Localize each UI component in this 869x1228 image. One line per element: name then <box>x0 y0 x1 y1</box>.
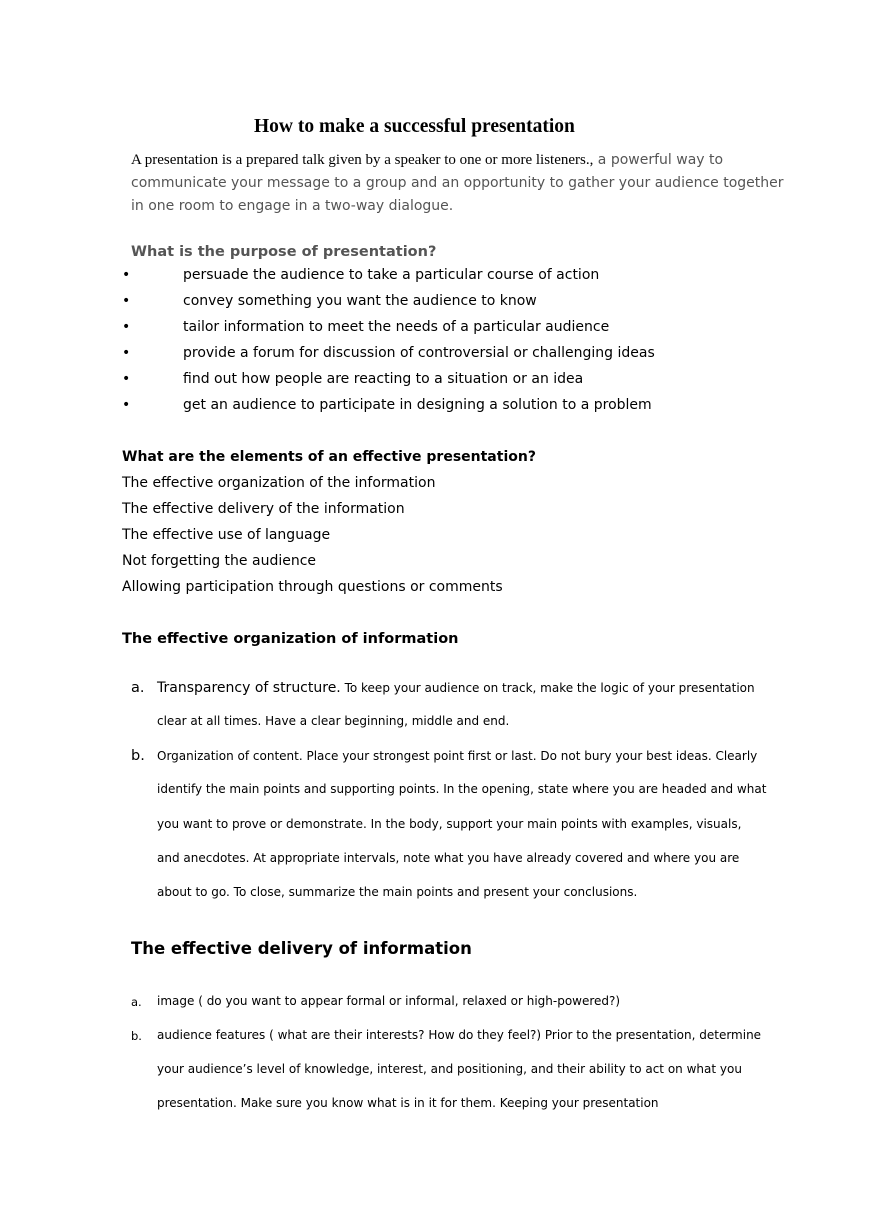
bullet-icon: • <box>122 293 131 309</box>
purpose-item: find out how people are reacting to a situation or an idea <box>183 371 584 387</box>
bullet-icon: • <box>122 345 131 361</box>
intro-line-1-rest: a powerful way to <box>593 152 724 168</box>
bullet-icon: • <box>122 319 131 335</box>
delivery-item-b-line: audience features ( what are their interests? How do they feel?) Prior to the presentation, determine <box>157 1028 762 1042</box>
organization-item-a-text: To keep your audience on track, make the logic of your presentation <box>340 681 755 695</box>
list-marker: a. <box>131 995 142 1009</box>
intro-line-1 <box>131 152 723 169</box>
bullet-icon: • <box>122 371 131 387</box>
organization-item-a-lead: Transparency of structure. <box>157 680 341 696</box>
organization-item-b-line: about to go. To close, summarize the main points and present your conclusions. <box>157 885 638 899</box>
list-marker: b. <box>131 748 145 764</box>
organization-item-a-line-1 <box>157 680 755 696</box>
page-title: How to make a successful presentation <box>254 116 575 137</box>
bullet-icon: • <box>122 267 131 283</box>
purpose-item: provide a forum for discussion of controversial or challenging ideas <box>183 345 655 361</box>
elements-heading: What are the elements of an effective presentation? <box>122 449 536 465</box>
bullet-icon: • <box>122 397 131 413</box>
elements-item: The effective use of language <box>122 527 331 543</box>
organization-item-b-line: Organization of content. Place your strongest point first or last. Do not bury your best ideas. Clearly <box>157 749 758 763</box>
elements-item: Not forgetting the audience <box>122 553 317 569</box>
organization-item-b-line: identify the main points and supporting points. In the opening, state where you are headed and what <box>157 782 767 796</box>
purpose-item: convey something you want the audience to know <box>183 293 537 309</box>
list-marker: a. <box>131 680 145 696</box>
organization-item-b-line: and anecdotes. At appropriate intervals, note what you have already covered and where you are <box>157 851 740 865</box>
elements-item: The effective organization of the information <box>122 475 436 491</box>
organization-item-b-line: you want to prove or demonstrate. In the body, support your main points with examples, visuals, <box>157 817 742 831</box>
purpose-item: tailor information to meet the needs of a particular audience <box>183 319 610 335</box>
purpose-heading: What is the purpose of presentation? <box>131 244 437 260</box>
intro-serif-text: A presentation is a prepared talk given by a speaker to one or more listeners., <box>131 152 594 168</box>
elements-item: Allowing participation through questions or comments <box>122 579 503 595</box>
delivery-item-a: image ( do you want to appear formal or informal, relaxed or high-powered?) <box>157 994 621 1008</box>
delivery-heading: The effective delivery of information <box>131 939 472 958</box>
intro-line-3: in one room to engage in a two-way dialogue. <box>131 198 454 214</box>
delivery-item-b-line: your audience’s level of knowledge, interest, and positioning, and their ability to act on what you <box>157 1062 742 1076</box>
purpose-item: persuade the audience to take a particular course of action <box>183 267 600 283</box>
organization-heading: The effective organization of information <box>122 631 459 647</box>
list-marker: b. <box>131 1029 142 1043</box>
elements-item: The effective delivery of the information <box>122 501 405 517</box>
delivery-item-b-line: presentation. Make sure you know what is in it for them. Keeping your presentation <box>157 1096 659 1110</box>
organization-item-a-line-2: clear at all times. Have a clear beginning, middle and end. <box>157 714 510 728</box>
intro-line-2: communicate your message to a group and an opportunity to gather your audience together <box>131 175 784 191</box>
purpose-item: get an audience to participate in designing a solution to a problem <box>183 397 652 413</box>
